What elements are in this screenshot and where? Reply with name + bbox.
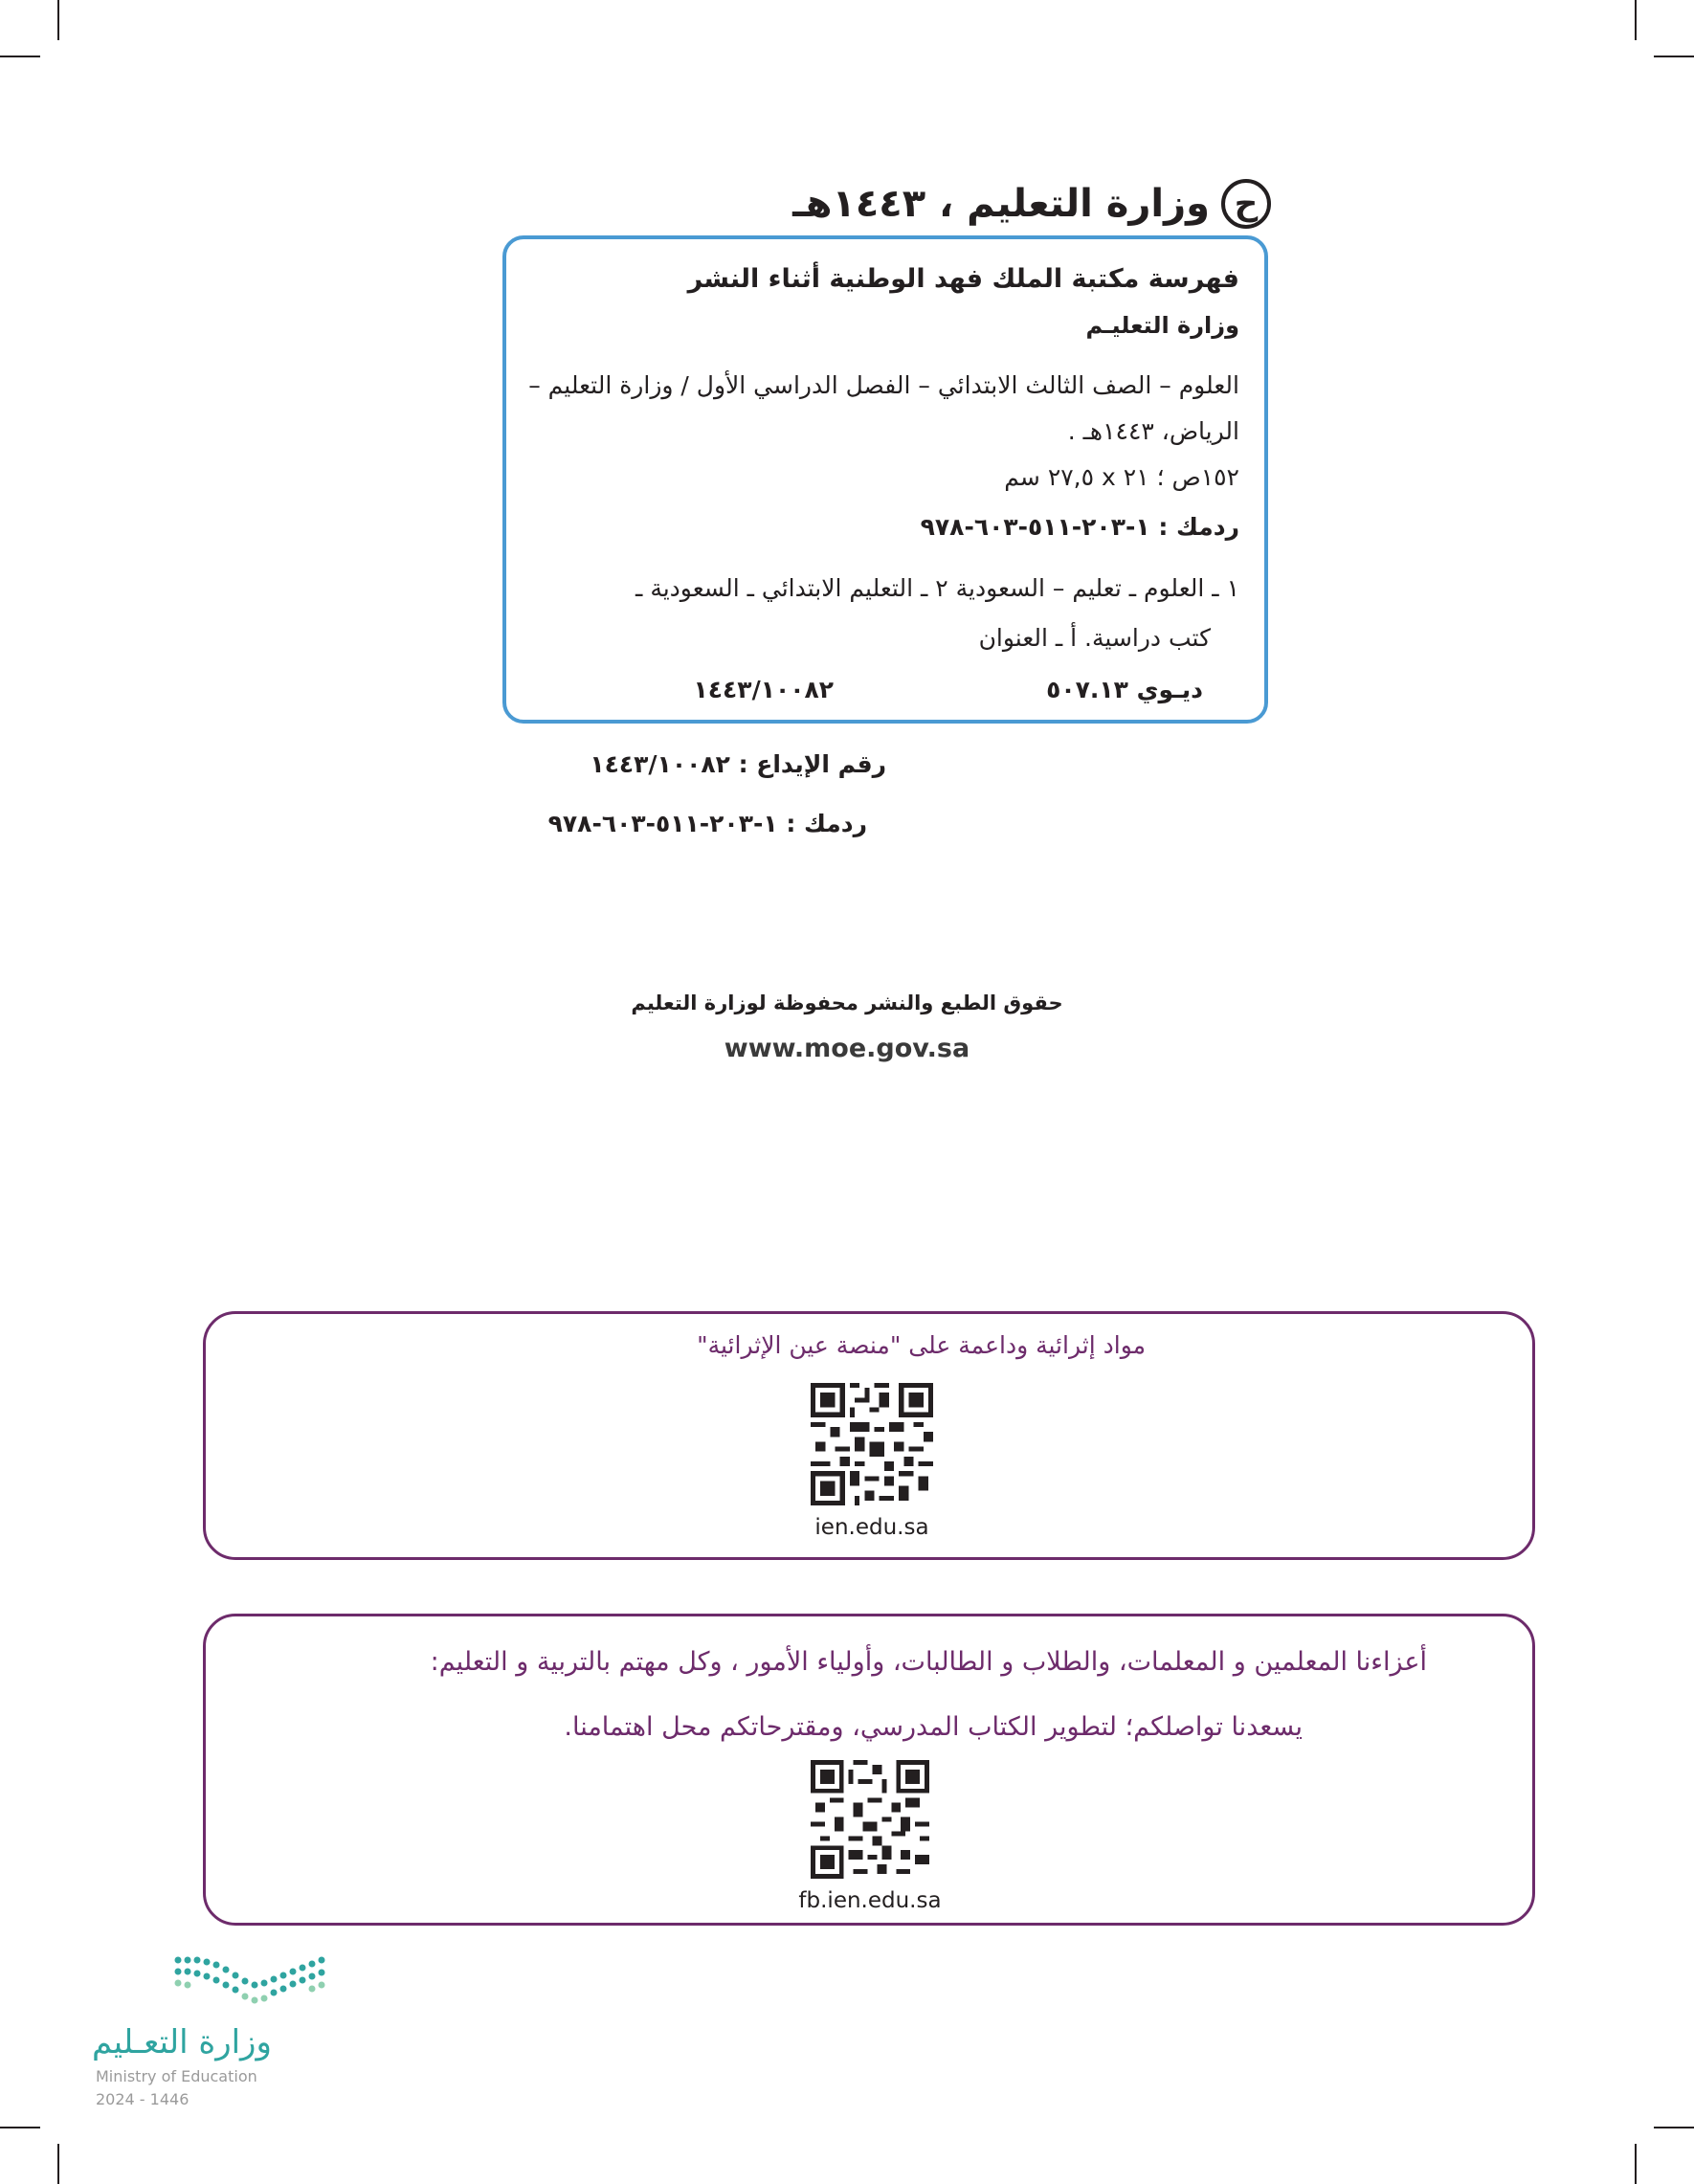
- crop-mark: [1635, 0, 1637, 40]
- crop-mark: [57, 2144, 59, 2184]
- ministry-logo: [88, 1950, 337, 2142]
- copyright-heading: [601, 170, 1271, 237]
- ministry-name-english: Ministry of Education: [96, 2067, 257, 2085]
- qr-code-icon[interactable]: [811, 1760, 929, 1879]
- copyright-text: وزارة التعليم ، ١٤٤٣هـ: [792, 182, 1210, 226]
- feedback-box: [203, 1614, 1535, 1926]
- ministry-name-arabic: وزارة التعـليم: [92, 2023, 272, 2061]
- catalog-title-line2: الرياض، ١٤٤٣هـ .: [1067, 417, 1239, 445]
- crop-mark: [1635, 2144, 1637, 2184]
- catalog-author: وزارة التعليـم: [1085, 312, 1239, 339]
- catalog-heading: فهرسة مكتبة الملك فهد الوطنية أثناء النشر: [687, 264, 1239, 294]
- feedback-url[interactable]: fb.ien.edu.sa: [798, 1888, 942, 1913]
- qr-code-icon[interactable]: [811, 1383, 933, 1505]
- crop-mark: [0, 2127, 40, 2128]
- legal-deposit: رقم الإيداع : ١٤٤٣/١٠٠٨٢: [590, 750, 886, 778]
- crop-mark: [1654, 2127, 1694, 2128]
- catalog-dewey: ديـوي ٥٠٧.١٣: [1046, 676, 1203, 703]
- ministry-logo-mark-icon: [172, 1950, 333, 2008]
- feedback-text-line2: يسعدنا تواصلكم؛ لتطوير الكتاب المدرسي، ومقترحاتكم محل اهتمامنا.: [564, 1712, 1303, 1742]
- enrichment-box: [203, 1311, 1535, 1560]
- feedback-text-line1: أعزاءنا المعلمين و المعلمات، والطلاب و الطالبات، وأولياء الأمور ، وكل مهتم بالتربية و التعليم:: [430, 1647, 1427, 1677]
- crop-mark: [57, 0, 59, 40]
- catalog-isbn: ردمك : ١-٢٠٣-٥١١-٦٠٣-٩٧٨: [920, 513, 1239, 541]
- ministry-year: 2024 - 1446: [96, 2090, 189, 2108]
- catalog-deposit-number: ١٤٤٣/١٠٠٨٢: [693, 676, 834, 703]
- catalog-subjects-line2: كتب دراسية. أ ـ العنوان: [978, 624, 1211, 652]
- catalog-subjects-line1: ١ ـ العلوم ـ تعليم – السعودية ٢ ـ التعليم الابتدائي ـ السعودية ـ: [635, 574, 1239, 602]
- legal-isbn: ردمك : ١-٢٠٣-٥١١-٦٠٣-٩٧٨: [547, 810, 867, 837]
- website-link[interactable]: www.moe.gov.sa: [724, 1034, 970, 1063]
- catalog-card: [502, 235, 1268, 724]
- crop-mark: [0, 56, 40, 57]
- catalog-pages: ١٥٢ص ؛ ٢١ x ٢٧,٥ سم: [1004, 463, 1239, 491]
- copyright-symbol-icon: ح: [1221, 179, 1271, 229]
- copyright-notice: حقوق الطبع والنشر محفوظة لوزارة التعليم: [631, 992, 1063, 1014]
- enrichment-url[interactable]: ien.edu.sa: [814, 1515, 929, 1540]
- enrichment-text: مواد إثرائية وداعمة على "منصة عين الإثرائية": [697, 1331, 1146, 1359]
- catalog-title-line1: العلوم – الصف الثالث الابتدائي – الفصل الدراسي الأول / وزارة التعليم –: [528, 371, 1239, 399]
- crop-mark: [1654, 56, 1694, 57]
